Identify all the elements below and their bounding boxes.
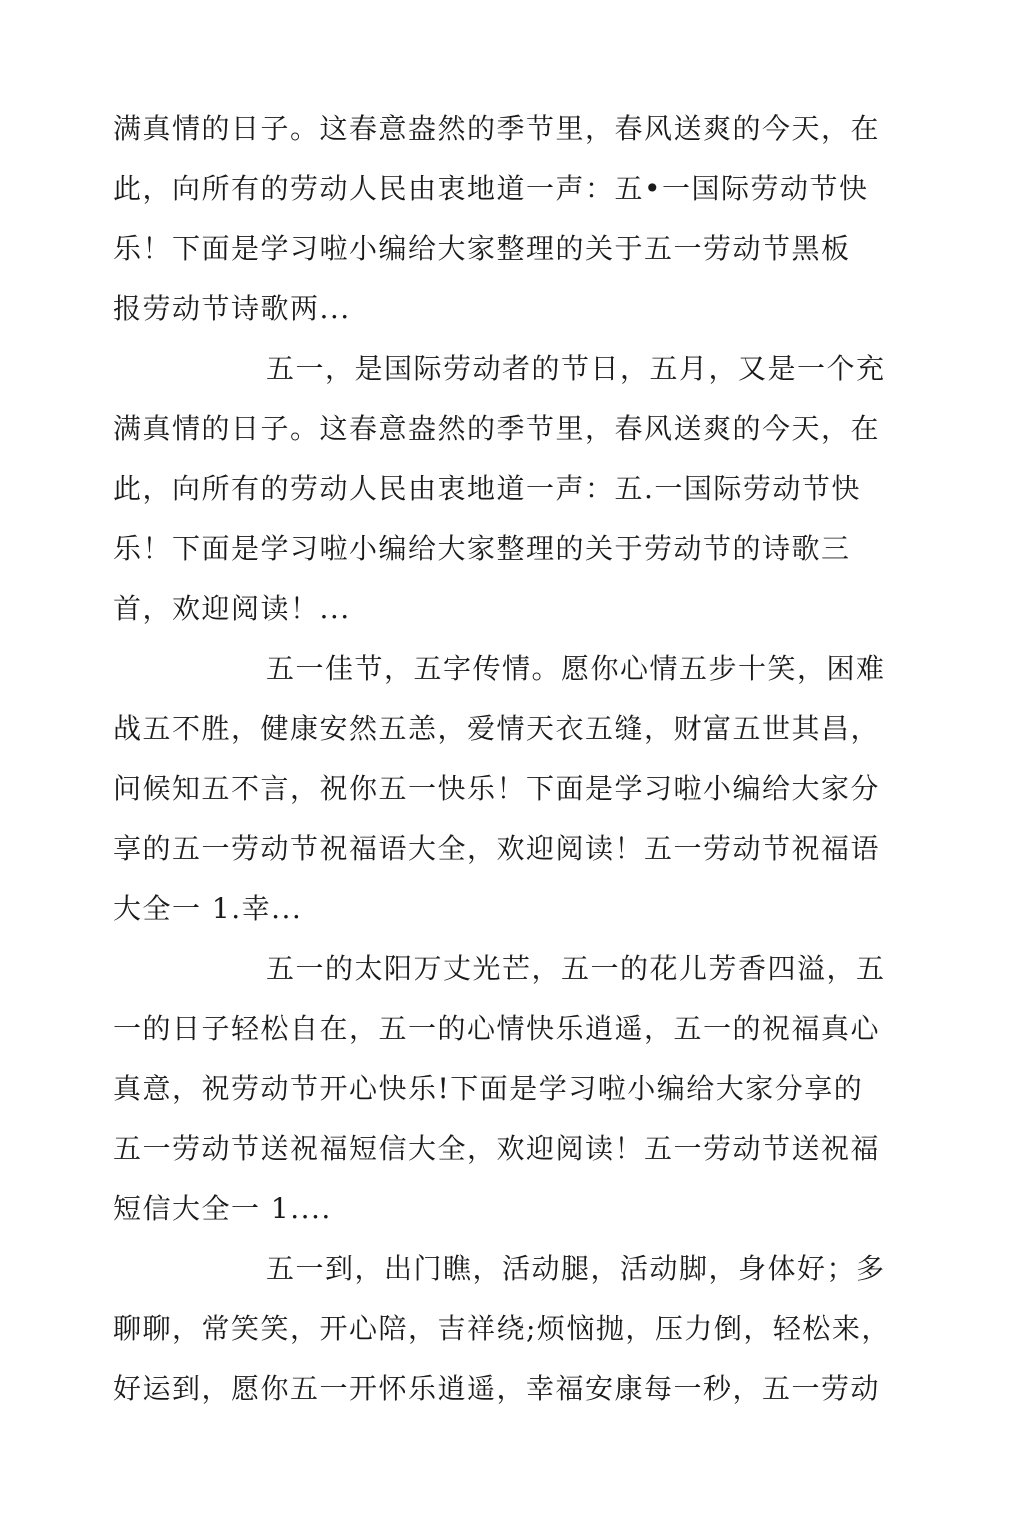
text-line: 五一到，出门瞧，活动腿，活动脚，身体好；多 — [266, 1252, 886, 1285]
text-line: 五一的太阳万丈光芒，五一的花儿芳香四溢，五 — [266, 952, 886, 985]
text-line: 问候知五不言，祝你五一快乐！下面是学习啦小编给大家分 — [113, 772, 881, 805]
text-line: 此，向所有的劳动人民由衷地道一声：五.一国际劳动节快 — [113, 472, 861, 505]
text-line: 短信大全一 1.... — [113, 1192, 332, 1225]
text-line: 一的日子轻松自在，五一的心情快乐逍遥，五一的祝福真心 — [113, 1012, 881, 1045]
text-line: 满真情的日子。这春意盎然的季节里，春风送爽的今天，在 — [113, 112, 881, 145]
text-line: 聊聊，常笑笑，开心陪，吉祥绕;烦恼抛，压力倒，轻松来， — [113, 1312, 891, 1345]
text-line: 好运到，愿你五一开怀乐逍遥，幸福安康每一秒，五一劳动 — [113, 1372, 881, 1405]
text-line: 首，欢迎阅读！... — [113, 592, 351, 625]
text-line: 满真情的日子。这春意盎然的季节里，春风送爽的今天，在 — [113, 412, 881, 445]
text-line: 五一劳动节送祝福短信大全，欢迎阅读！五一劳动节送祝福 — [113, 1132, 881, 1165]
text-line: 报劳动节诗歌两... — [113, 292, 351, 325]
text-line: 五一佳节，五字传情。愿你心情五步十笑，困难 — [266, 652, 886, 685]
text-line: 乐！下面是学习啦小编给大家整理的关于劳动节的诗歌三 — [113, 532, 851, 565]
text-line: 战五不胜，健康安然五恙，爱情天衣五缝，财富五世其昌， — [113, 712, 881, 745]
text-line: 乐！下面是学习啦小编给大家整理的关于五一劳动节黑板 — [113, 232, 851, 265]
text-line: 五一，是国际劳动者的节日，五月，又是一个充 — [266, 352, 886, 385]
text-line: 真意，祝劳动节开心快乐!下面是学习啦小编给大家分享的 — [113, 1072, 864, 1105]
text-line: 此，向所有的劳动人民由衷地道一声：五•一国际劳动节快 — [113, 172, 869, 205]
text-line: 大全一 1.幸... — [113, 892, 303, 925]
text-line: 享的五一劳动节祝福语大全，欢迎阅读！五一劳动节祝福语 — [113, 832, 881, 865]
